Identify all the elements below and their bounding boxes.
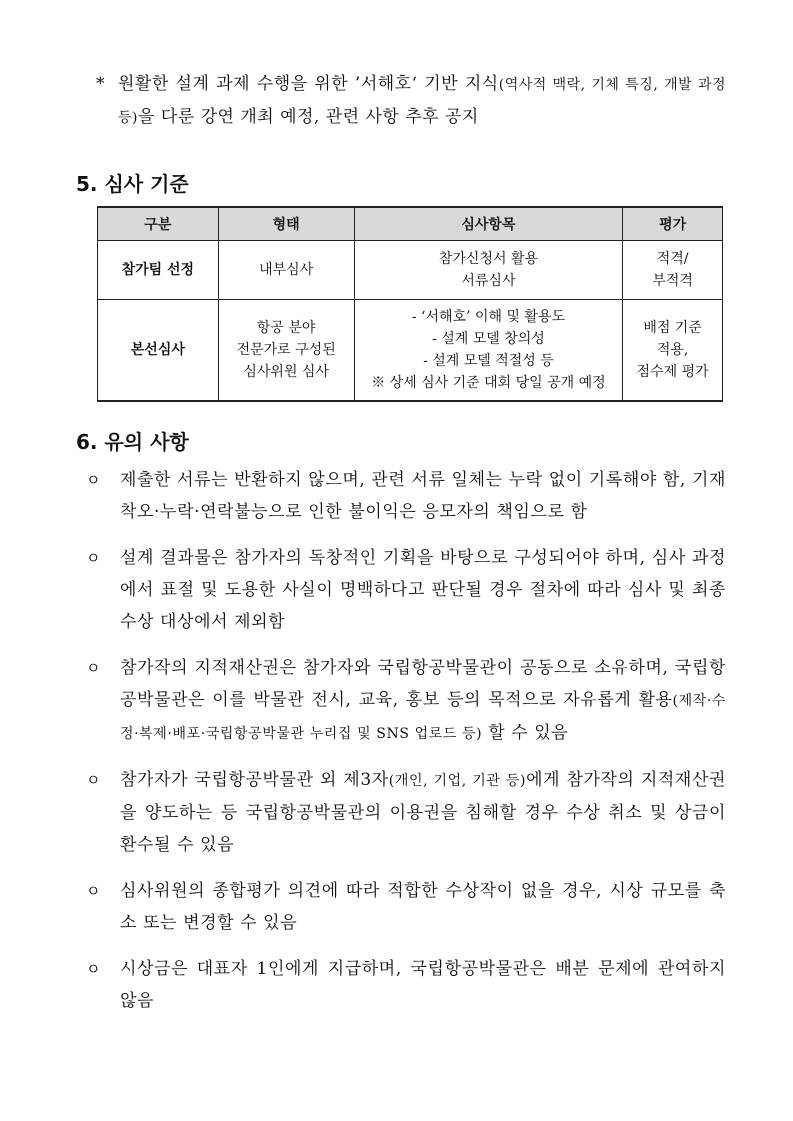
- row2-form-line: 심사위원 심사: [243, 364, 329, 380]
- row2-item: - 설계 모델 적절성 등: [423, 353, 554, 369]
- bullet-icon: ㅇ: [86, 882, 101, 900]
- row2-form-line: 전문가로 구성된: [236, 342, 336, 358]
- row2-items: [354, 300, 623, 402]
- row2-items-note: ※ 상세 심사 기준 대회 당일 공개 예정: [371, 375, 606, 391]
- note-text-end: 을 다룬 강연 개최 예정, 관련 사항 추후 공지: [138, 107, 479, 127]
- item-text: 참가작의 지적재산권은 참가자와 국립항공박물관이 공동으로 소유하며, 국립항공박물관은 이를 박물관 전시, 교육, 홍보 등의 목적으로 자유롭게 활용: [120, 658, 726, 710]
- notice-list: [86, 464, 726, 1031]
- item-text: 시상금은 대표자 1인에게 지급하며, 국립항공박물관은 배분 문제에 관여하지 않음: [120, 959, 726, 1011]
- bullet-icon: ㅇ: [86, 659, 101, 677]
- header-category: 구분: [98, 207, 219, 241]
- list-item: [86, 764, 726, 861]
- header-items: 심사항목: [354, 207, 623, 241]
- item-text-small: (제작·수정·복제·배포·국립항공박물관 누리집 및 SNS 업로드 등): [120, 693, 726, 742]
- row2-item: - 설계 모델 창의성: [432, 331, 545, 347]
- header-form: 형태: [218, 207, 354, 241]
- row1-items: [354, 241, 623, 300]
- table-row: [98, 241, 723, 300]
- row1-eval-line: 적격/: [656, 251, 689, 267]
- row2-form: [218, 300, 354, 402]
- table-header-row: [98, 207, 723, 241]
- list-item: [86, 875, 726, 939]
- list-item: [86, 652, 726, 750]
- row2-eval-line: 점수제 평가: [636, 364, 709, 380]
- row2-form-line: 항공 분야: [256, 320, 316, 336]
- item-text: 참가자가 국립항공박물관 외 제3자: [120, 770, 389, 790]
- item-text: 설계 결과물은 참가자의 독창적인 기획을 바탕으로 구성되어야 하며, 심사 과정에서 표절 및 도용한 사실이 명백하다고 판단될 경우 절차에 따라 심사 및 최종 수상 대상에서 제외함: [120, 548, 726, 632]
- row2-eval: [623, 300, 723, 402]
- lecture-note: [96, 68, 726, 134]
- section-6-heading: 6. 유의 사항: [76, 430, 189, 454]
- bullet-icon: ㅇ: [86, 549, 101, 567]
- item-text: 심사위원의 종합평가 의견에 따라 적합한 수상작이 없을 경우, 시상 규모를 축소 또는 변경할 수 있음: [120, 881, 726, 933]
- bullet-icon: ㅇ: [86, 471, 101, 489]
- note-asterisk: *: [96, 74, 105, 94]
- row2-eval-line: 적용,: [656, 342, 689, 358]
- row1-item: 참가신청서 활용: [438, 251, 538, 267]
- note-text: 원활한 설계 과제 수행을 위한 ’서해호‘ 기반 지식: [118, 74, 499, 94]
- row2-category: 본선심사: [98, 300, 219, 402]
- row2-item: - ‘서해호’ 이해 및 활용도: [411, 309, 566, 325]
- row2-eval-line: 배점 기준: [643, 320, 702, 336]
- item-text-small: (개인, 기업, 기관 등): [388, 773, 527, 789]
- row1-category: 참가팀 선정: [98, 241, 219, 300]
- list-item: [86, 464, 726, 528]
- row1-form: 내부심사: [218, 241, 354, 300]
- row1-eval-line: 부적격: [652, 273, 693, 289]
- list-item: [86, 542, 726, 638]
- item-text-end: 할 수 있음: [482, 723, 569, 743]
- row1-eval: [623, 241, 723, 300]
- row1-item: 서류심사: [461, 273, 516, 289]
- item-text: 제출한 서류는 반환하지 않으며, 관련 서류 일체는 누락 없이 기록해야 함, 기재 착오·누락·연락불능으로 인한 불이익은 응모자의 책임으로 함: [120, 470, 726, 522]
- criteria-table: [97, 206, 723, 402]
- item-text-end: 에게 참가작의 지적재산권을 양도하는 등 국립항공박물관의 이용권을 침해할 경우 수상 취소 및 상금이 환수될 수 있음: [120, 770, 726, 855]
- table-row: [98, 300, 723, 402]
- header-eval: 평가: [623, 207, 723, 241]
- section-5-heading: 5. 심사 기준: [76, 172, 189, 196]
- list-item: [86, 953, 726, 1017]
- bullet-icon: ㅇ: [86, 771, 101, 789]
- note-text-small: (역사적 맥락, 기체 특징, 개발 과정 등): [118, 77, 726, 126]
- bullet-icon: ㅇ: [86, 960, 101, 978]
